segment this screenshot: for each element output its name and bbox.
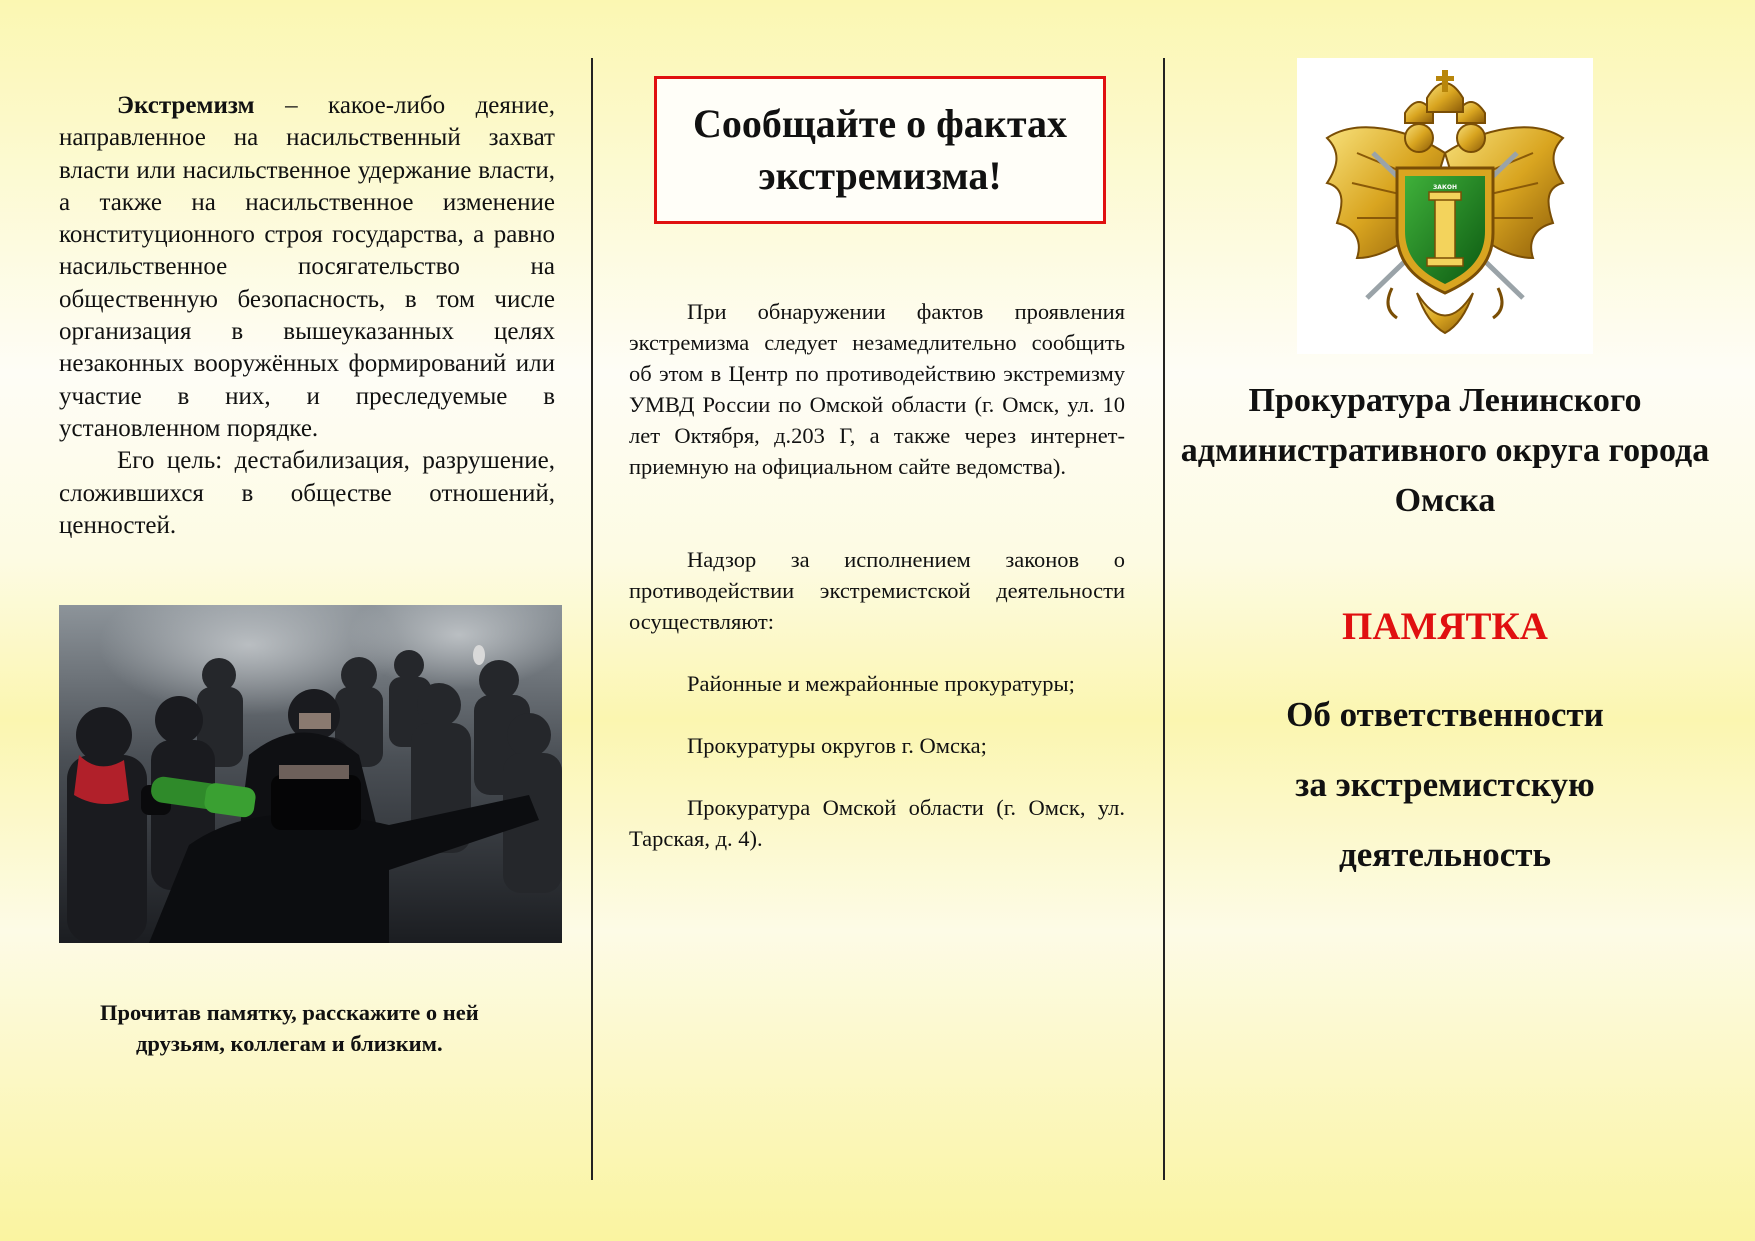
report-callout-text: Сообщайте о фактах экстремизма!	[693, 101, 1067, 198]
reporting-section	[629, 296, 1125, 854]
column-divider-right	[1163, 58, 1165, 1180]
oversight-item-okrug: Прокуратуры округов г. Омска;	[687, 733, 987, 758]
goal-paragraph: Его цель: дестабилизация, разрушение, сложившихся в обществе отношений, ценностей.	[59, 447, 555, 539]
subtitle-line3: деятельность	[1339, 835, 1551, 874]
svg-text:ЗАКОН: ЗАКОН	[1433, 184, 1457, 191]
subtitle-line1: Об ответственности	[1286, 695, 1604, 734]
share-note	[100, 997, 560, 1059]
report-callout-box	[654, 76, 1106, 224]
share-note-line2: друзьям, коллегам и близким.	[136, 1031, 443, 1056]
subtitle-line2: за экстремистскую	[1295, 765, 1595, 804]
oversight-item-oblast: Прокуратура Омской области (г. Омск, ул. Тарская, д. 4).	[629, 795, 1125, 851]
share-note-line1: Прочитав памятку, расскажите о ней	[100, 1000, 479, 1025]
definition-body: – какое-либо деяние, направленное на насильственный захват власти или насильственное удержание власти, а также на насильственное изменение конституционного строя государства, а равно насильственное посягательство на общественную безопасность, в том числе организация в вышеуказанных целях незаконных вооружённых формирований или участие в них, и преследуемые в установленном порядке.	[59, 92, 555, 442]
organization-name: Прокуратура Ленинского административного округа города Омска	[1180, 382, 1710, 519]
prosecutor-emblem-icon	[1297, 58, 1593, 354]
definition-section	[59, 90, 555, 542]
oversight-item-district: Районные и межрайонные прокуратуры;	[687, 671, 1075, 696]
report-paragraph: При обнаружении фактов проявления экстремизма следует незамедлительно сообщить об этом в Центр по противодействию экстремизму УМВД России по Омской области (г. Омск, ул. 10 лет Октября, д.203 Г, а также через интернет-приемную на официальном сайте ведомства).	[629, 299, 1125, 479]
oversight-paragraph: Надзор за исполнением законов о противодействии экстремистской деятельности осуществляют:	[629, 547, 1125, 634]
protest-photo	[59, 605, 562, 943]
definition-term: Экстремизм	[117, 92, 255, 119]
definition-paragraph	[59, 90, 555, 445]
column-divider-left	[591, 58, 593, 1180]
leaflet-subtitle	[1180, 680, 1710, 890]
leaflet-title: ПАМЯТКА	[1342, 605, 1548, 648]
